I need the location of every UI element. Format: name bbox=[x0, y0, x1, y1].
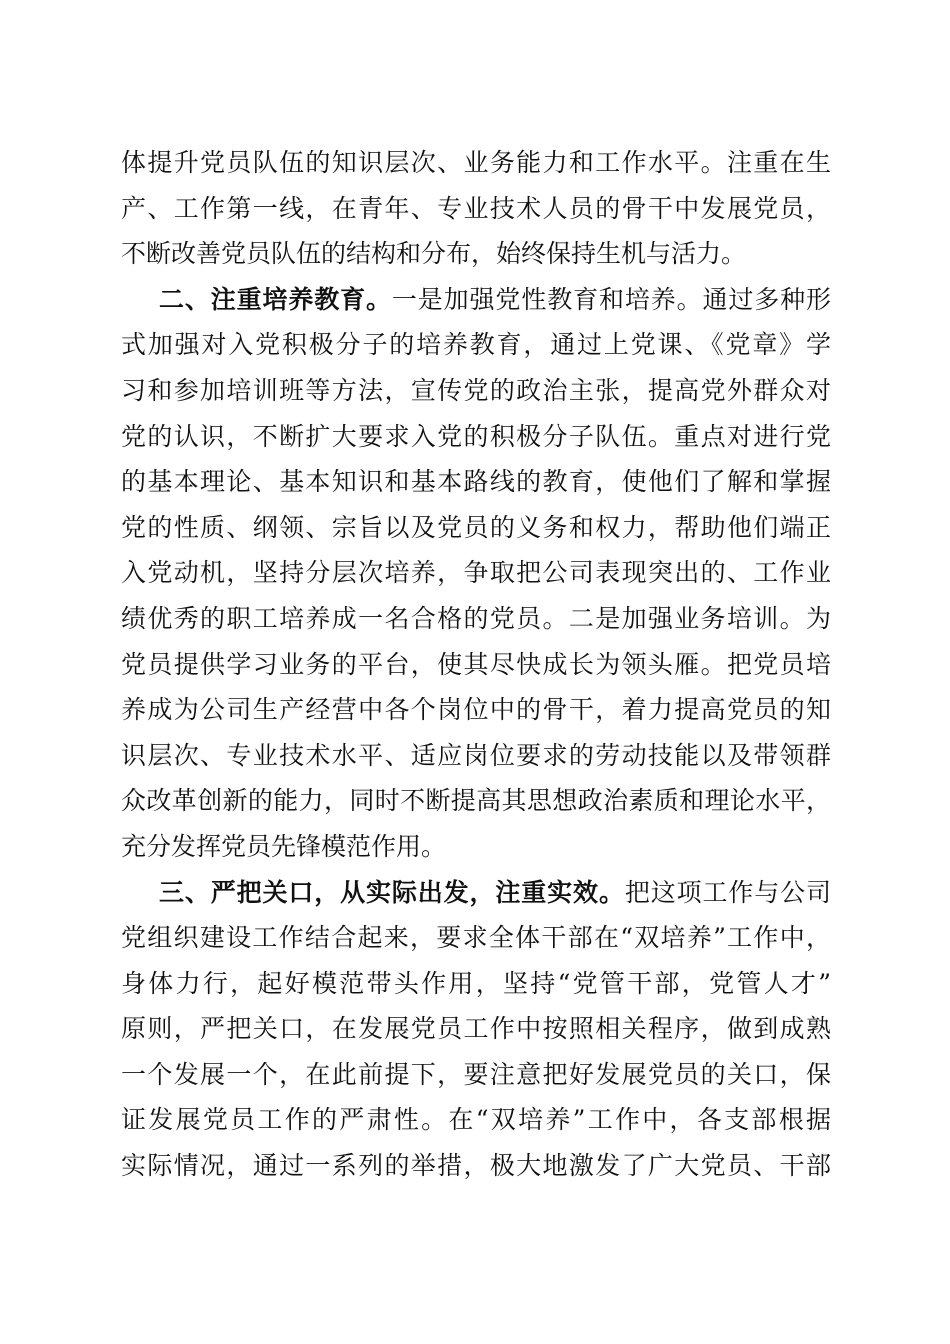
text-line: 体提升党员队伍的知识层次、业务能力和工作水平。注重在生 bbox=[121, 148, 831, 177]
text-line: 原则，严把关口，在发展党员工作中按照相关程序，做到成熟 bbox=[121, 1014, 831, 1044]
text-line: 一个发展一个，在此前提下，要注意把好发展党员的关口，保 bbox=[121, 1059, 831, 1089]
text-line: 身体力行，起好模范带头作用，坚持“党管干部，党管人才” bbox=[121, 968, 831, 998]
text-line: 产、工作第一线，在青年、专业技术人员的骨干中发展党员， bbox=[121, 193, 831, 223]
section-3-heading: 三、严把关口，从实际出发，注重实效。 bbox=[159, 877, 625, 907]
text-line: 党的认识，不断扩大要求入党的积极分子队伍。重点对进行党 bbox=[121, 421, 831, 451]
text-line: 识层次、专业技术水平、适应岗位要求的劳动技能以及带领群 bbox=[121, 740, 831, 770]
text-line: 养成为公司生产经营中各个岗位中的骨干，着力提高党员的知 bbox=[121, 695, 831, 725]
paragraph-section-2 bbox=[121, 277, 831, 870]
text-line: 式加强对入党积极分子的培养教育，通过上党课、《党章》学 bbox=[121, 330, 831, 360]
section-2-heading: 二、注重培养教育。 bbox=[159, 284, 392, 314]
text-line: 党的性质、纲领、宗旨以及党员的义务和权力，帮助他们端正 bbox=[121, 512, 831, 542]
text-line: 不断改善党员队伍的结构和分布，始终保持生机与活力。 bbox=[121, 239, 747, 269]
document-body bbox=[121, 140, 831, 1189]
text-line: 党员提供学习业务的平台，使其尽快成长为领头雁。把党员培 bbox=[121, 649, 831, 679]
text-line: 证发展党员工作的严肃性。在“双培养”工作中，各支部根据 bbox=[121, 1105, 831, 1135]
section-2-first-line-text: 一是加强党性教育和培养。通过多种形 bbox=[391, 284, 831, 314]
text-line: 习和参加培训班等方法，宣传党的政治主张，提高党外群众对 bbox=[121, 375, 831, 405]
section-3-first-line-text: 把这项工作与公司 bbox=[624, 877, 831, 907]
section-3-first-line bbox=[121, 870, 831, 916]
paragraph-1 bbox=[121, 140, 831, 277]
text-line: 的基本理论、基本知识和基本路线的教育，使他们了解和掌握 bbox=[121, 467, 831, 497]
text-line: 入党动机，坚持分层次培养，争取把公司表现突出的、工作业 bbox=[121, 558, 831, 588]
text-line: 党组织建设工作结合起来，要求全体干部在“双培养”工作中， bbox=[121, 923, 831, 953]
text-line: 绩优秀的职工培养成一名合格的党员。二是加强业务培训。为 bbox=[121, 603, 831, 633]
paragraph-section-3 bbox=[121, 870, 831, 1189]
section-2-first-line bbox=[121, 277, 831, 323]
text-line: 实际情况，通过一系列的举措，极大地激发了广大党员、干部 bbox=[121, 1151, 831, 1181]
text-line: 充分发挥党员先锋模范作用。 bbox=[121, 831, 447, 861]
text-line: 众改革创新的能力，同时不断提高其思想政治素质和理论水平， bbox=[121, 786, 831, 816]
